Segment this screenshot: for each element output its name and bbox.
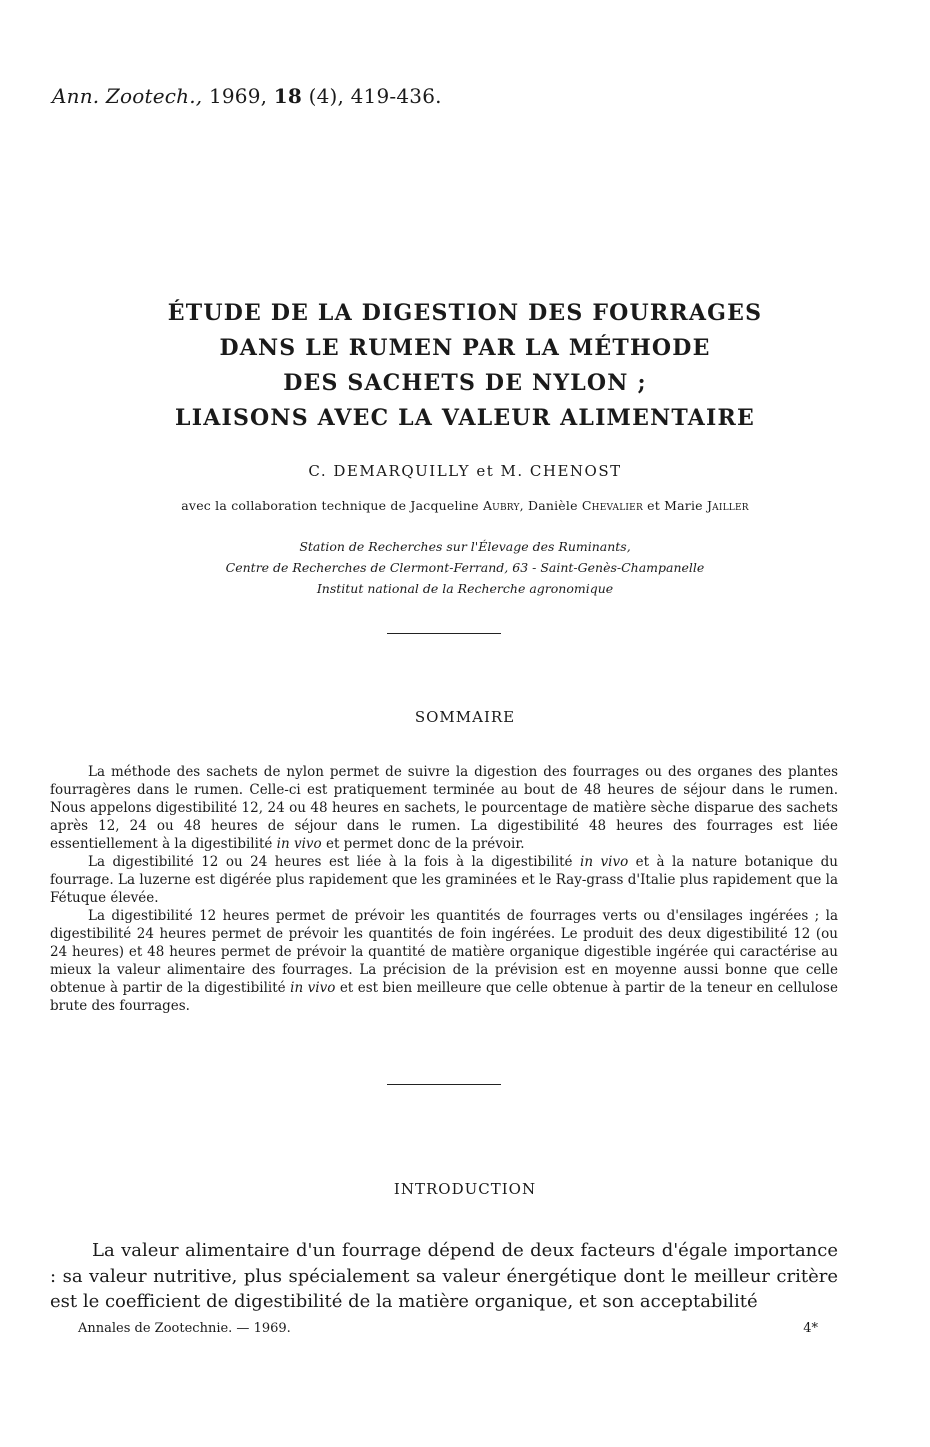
summary-paragraph	[50, 763, 838, 853]
introduction-heading: INTRODUCTION	[393, 1180, 537, 1198]
footer-journal: Annales de Zootechnie. — 1969.	[78, 1321, 291, 1336]
summary-text: et permet donc de la prévoir.	[325, 836, 525, 852]
affiliation-line: Institut national de la Recherche agronomique	[316, 581, 614, 596]
citation-journal: Ann. Zootech.,	[52, 84, 203, 108]
title-line: DES SACHETS DE NYLON ;	[283, 370, 647, 396]
title-line: LIAISONS AVEC LA VALEUR ALIMENTAIRE	[175, 405, 755, 431]
citation-issue-pages: (4), 419-436.	[308, 84, 442, 108]
divider	[387, 633, 501, 634]
summary-heading: SOMMAIRE	[414, 708, 516, 726]
paper-title	[0, 296, 930, 436]
affiliation-line: Station de Recherches sur l'Élevage des Ruminants,	[299, 539, 631, 554]
footer-signature: 4*	[803, 1321, 818, 1336]
summary-text: La digestibilité 12 ou 24 heures est liée à la fois à la digestibilité	[88, 854, 573, 870]
summary-text: La digestibilité 12 heures permet de prévoir les quantités de fourrages verts ou d'ensilages ingérées ; la digestibilité 24 heures permet de prévoir les quantités de foin ingérées. Le produit des deux digestibilité 12 (ou 24 heures) et 48 heures permet de prévoir la quantité de matière organique digestible ingérée qui caractérise au mieux la valeur alimentaire des fourrages. La précision de la prévision est en moyenne aussi bonne que celle obtenue à partir de la digestibilité	[50, 908, 838, 996]
summary-text: La méthode des sachets de nylon permet de suivre la digestion des fourrages ou des organes des plantes fourragères dans le rumen. Celle-ci est pratiquement terminée au bout de 48 heures de séjour dans le rumen. Nous appelons digestibilité 12, 24 ou 48 heures en sachets, le pourcentage de matière sèche disparue des sachets après 12, 24 ou 48 heures de séjour dans le rumen. La digestibilité 48 heures des fourrages est liée essentiellement à la digestibilité	[50, 764, 838, 852]
title-line: DANS LE RUMEN PAR LA MÉTHODE	[219, 335, 711, 361]
collab-sep: , Danièle	[519, 498, 578, 513]
collab-sep: et Marie	[647, 498, 703, 513]
collab-name: Chevalier	[581, 498, 643, 513]
summary-text: et à la nature botanique du fourrage. La luzerne est digérée plus rapidement que les graminées et le Ray-grass d'Italie plus rapidement que la Fétuque élevée.	[50, 854, 838, 906]
summary-italic: in vivo	[276, 836, 322, 852]
introduction-body	[50, 1238, 838, 1315]
collaboration	[0, 498, 930, 513]
collab-name: Jailler	[706, 498, 749, 513]
citation-volume: 18	[273, 84, 302, 108]
authors: C. DEMARQUILLY et M. CHENOST	[308, 462, 622, 480]
affiliation-line: Centre de Recherches de Clermont-Ferrand, 63 - Saint-Genès-Champanelle	[225, 560, 705, 575]
summary-body	[50, 763, 838, 1015]
divider	[387, 1084, 501, 1085]
summary-text: et est bien meilleure que celle obtenue à partir de la teneur en cellulose brute des fourrages.	[50, 980, 838, 1014]
summary-italic: in vivo	[580, 854, 629, 870]
affiliation	[0, 536, 930, 599]
summary-paragraph	[50, 853, 838, 907]
collab-name: Aubry	[482, 498, 520, 513]
citation	[52, 84, 442, 108]
title-line: ÉTUDE DE LA DIGESTION DES FOURRAGES	[167, 300, 763, 326]
citation-year: 1969,	[208, 84, 268, 108]
summary-paragraph	[50, 907, 838, 1015]
summary-italic: in vivo	[290, 980, 336, 996]
introduction-paragraph: La valeur alimentaire d'un fourrage dépend de deux facteurs d'égale importance : sa valeur nutritive, plus spécialement sa valeur énergétique dont le meilleur critère est le coefficient de digestibilité de la matière organique, et son acceptabilité	[50, 1240, 838, 1312]
collab-prefix: avec la collaboration technique de Jacqueline	[181, 498, 479, 513]
